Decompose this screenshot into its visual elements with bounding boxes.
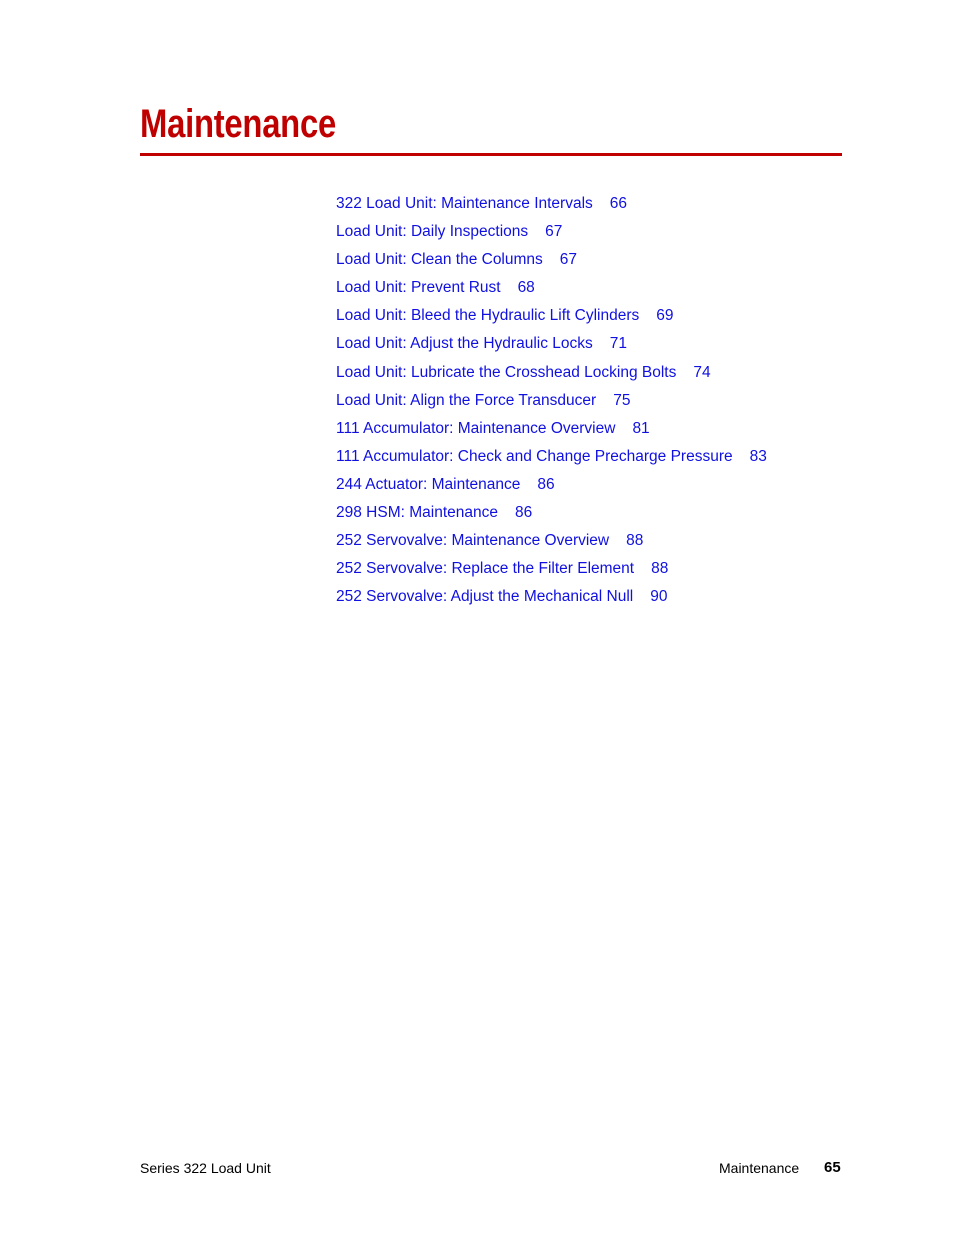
toc-entry-label: 111 Accumulator: Maintenance Overview	[336, 419, 616, 437]
toc-link[interactable]	[336, 504, 532, 521]
toc-entry-page: 83	[749, 447, 767, 465]
toc-link[interactable]	[336, 392, 630, 409]
toc-entry-page: 81	[632, 419, 650, 437]
toc-link[interactable]	[336, 195, 627, 212]
toc-link[interactable]	[336, 251, 577, 268]
toc-entry-page: 67	[559, 251, 578, 269]
toc-entry-label: Load Unit: Daily Inspections	[336, 223, 529, 241]
toc-entry[interactable]	[336, 274, 767, 302]
toc-link[interactable]	[336, 560, 668, 577]
toc-entry-label: Load Unit: Align the Force Transducer	[336, 391, 597, 409]
toc-entry[interactable]	[336, 443, 767, 471]
toc-link[interactable]	[336, 335, 627, 352]
toc-entry[interactable]	[336, 302, 767, 330]
toc-entry-page: 88	[626, 532, 644, 550]
toc-entry-label: Load Unit: Lubricate the Crosshead Locking Bolts	[336, 363, 677, 381]
toc-entry[interactable]	[336, 330, 767, 358]
toc-entry[interactable]	[336, 555, 767, 583]
footer-page-number: 65	[824, 1159, 841, 1176]
toc-entry-page: 86	[537, 475, 555, 493]
toc-entry[interactable]	[336, 415, 767, 443]
toc-link[interactable]	[336, 223, 562, 240]
toc-entry[interactable]	[336, 387, 767, 415]
toc-entry-label: Load Unit: Adjust the Hydraulic Locks	[336, 335, 593, 353]
toc-entry[interactable]	[336, 359, 767, 387]
toc-entry-label: 111 Accumulator: Check and Change Precharge Pressure	[336, 447, 733, 465]
toc-entry-label: 298 HSM: Maintenance	[336, 504, 498, 522]
toc-entry-page: 67	[545, 223, 563, 241]
toc-entry-label: Load Unit: Prevent Rust	[336, 279, 501, 297]
toc-entry-page: 86	[514, 504, 533, 522]
toc-entry-label: Load Unit: Clean the Columns	[336, 251, 543, 269]
title-rule	[140, 153, 842, 156]
toc-entry-label: 322 Load Unit: Maintenance Intervals	[336, 195, 593, 212]
toc-entry-label: 252 Servovalve: Adjust the Mechanical Null	[336, 588, 634, 606]
toc-link[interactable]	[336, 448, 767, 465]
toc-entry[interactable]	[336, 499, 767, 527]
toc-entry[interactable]	[336, 218, 767, 246]
toc-link[interactable]	[336, 532, 643, 549]
toc-entry-page: 90	[650, 588, 668, 606]
toc-link[interactable]	[336, 420, 650, 437]
toc-entry-label: 252 Servovalve: Replace the Filter Element	[336, 560, 635, 578]
toc-entry[interactable]	[336, 527, 767, 555]
toc-entry[interactable]	[336, 583, 767, 611]
toc-entry-label: Load Unit: Bleed the Hydraulic Lift Cylinders	[336, 307, 640, 325]
toc-entry-label: 244 Actuator: Maintenance	[336, 475, 521, 493]
toc-entry-page: 71	[609, 335, 627, 353]
toc-link[interactable]	[336, 364, 711, 381]
toc-entry[interactable]	[336, 190, 767, 218]
toc-entry-page: 88	[651, 560, 669, 578]
toc-link[interactable]	[336, 588, 668, 605]
toc-entry[interactable]	[336, 246, 767, 274]
toc-entry-label: 252 Servovalve: Maintenance Overview	[336, 532, 610, 550]
footer-section-name: Maintenance	[719, 1160, 800, 1176]
toc-link[interactable]	[336, 307, 674, 324]
toc-entry-page: 69	[656, 307, 674, 325]
footer-document-title: Series 322 Load Unit	[140, 1160, 271, 1176]
toc-entry-page: 75	[613, 391, 631, 409]
toc-entry-page: 66	[609, 195, 628, 212]
toc-entry[interactable]	[336, 471, 767, 499]
toc-entry-page: 74	[693, 363, 711, 381]
chapter-title: Maintenance	[140, 102, 336, 146]
toc-entry-page: 68	[517, 279, 535, 297]
toc-list	[336, 190, 767, 611]
toc-link[interactable]	[336, 476, 555, 493]
toc-link[interactable]	[336, 279, 535, 296]
